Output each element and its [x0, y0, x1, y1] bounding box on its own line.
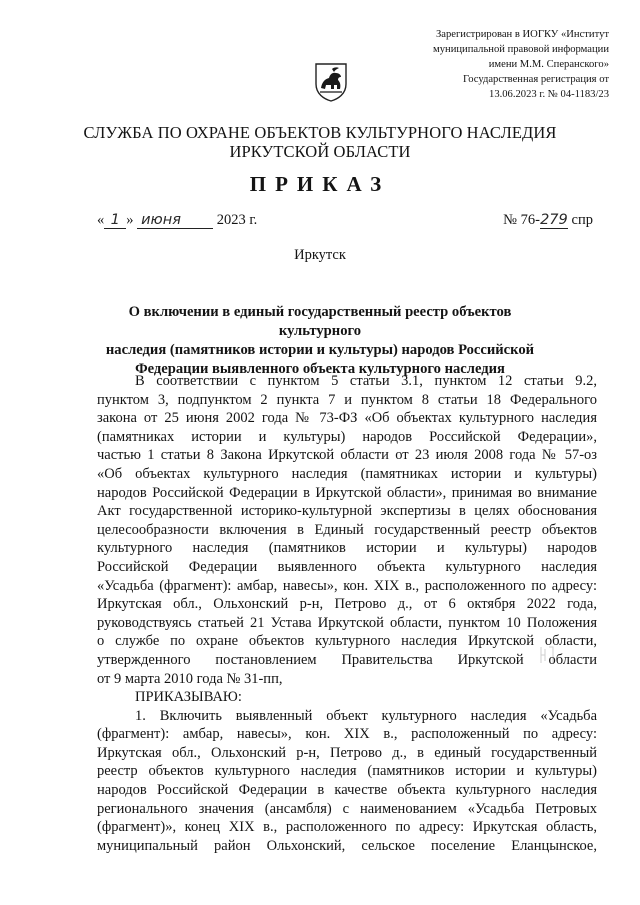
date-day: 1 [104, 212, 126, 229]
preamble-line: «Об объектах культурного наследия (памятниках истории и культуры) [97, 465, 597, 482]
preamble-line: культурного наследия (памятников истории и культуры) народов [97, 540, 597, 557]
registration-line: 13.06.2023 г. № 04-1183/23 [489, 89, 609, 100]
number-suffix: спр [571, 212, 593, 228]
registration-line: имени М.М. Сперанского» [488, 59, 609, 70]
document-title [97, 303, 543, 379]
title-line: наследия (памятников истории и культуры) народов Российской [105, 342, 535, 358]
document-date [97, 212, 257, 229]
registration-line: Государственная регистрация от [463, 74, 609, 85]
preamble-line: Российской Федерации выявленного объекта культурного наследия [97, 558, 597, 575]
date-year: 2023 г. [216, 212, 258, 228]
preamble-line: В соответствии с пунктом 5 статьи 3.1, пунктом 12 статьи 9.2, [135, 373, 597, 389]
number-prefix: № 76- [503, 212, 540, 228]
agency-region: ИРКУТСКОЙ ОБЛАСТИ [229, 142, 411, 161]
preamble-line: Иркутская обл., Ольхонский р-н, Петрово д., от 6 октября 2022 года, [97, 596, 597, 613]
preamble-line: народов Российской Федерации в Иркутской области», принимая во внимание [97, 484, 597, 501]
item-line: 1. Включить выявленный объект культурного наследия «Усадьба [135, 707, 597, 724]
preamble-line: «Усадьба (фрагмент): амбар, навесы», кон. XIX в., расположенного по адресу: [97, 577, 597, 594]
item-line: Иркутская обл., Ольхонский р-н, Петрово д., в единый государственный [97, 744, 597, 761]
preamble-line: от 9 марта 2010 года № 31-пп, [97, 670, 283, 687]
preamble-line: (памятниках истории и культуры) народов Российской Федерации», [97, 428, 597, 445]
date-close-quote: » [126, 212, 134, 228]
item-line: муниципальный район Ольхонский, сельское поселение Еланцынское, [97, 837, 597, 854]
agency-name: СЛУЖБА ПО ОХРАНЕ ОБЪЕКТОВ КУЛЬТУРНОГО НАСЛЕДИЯ [83, 123, 557, 142]
preamble-line: закона от 25 июня 2002 года № 73-ФЗ «Об объектах культурного наследия [97, 410, 597, 427]
preamble-line: Акт государственной историко-культурной экспертизы в целях обоснования [97, 503, 597, 520]
decree-word: ПРИКАЗЫВАЮ: [135, 689, 242, 706]
preamble-line: о службе по охране объектов культурного наследия Иркутской области, [97, 633, 597, 650]
date-open-quote: « [97, 212, 105, 228]
preamble-line: утвержденного постановлением Правительства Иркутской области [97, 651, 597, 668]
date-month: июня [137, 212, 213, 229]
registration-line: муниципальной правовой информации [433, 44, 609, 55]
document-number [503, 212, 593, 229]
preamble-line: пунктом 3, подпунктом 2 пункта 7 и пунктом 8 статьи 18 Федерального [97, 391, 597, 408]
preamble-line: целесообразности включения в Единый государственный реестр объектов [97, 521, 597, 538]
registration-line: Зарегистрирован в ИОГКУ «Институт [435, 29, 609, 40]
title-line: Федерации выявленного объекта культурного наследия [135, 361, 505, 377]
item-line: (фрагмент): амбар, навесы», кон. XIX в., расположенный по адресу: [97, 726, 597, 743]
preamble-line: частью 1 статьи 8 Закона Иркутской области от 23 июля 2008 года № 57-оз [97, 447, 597, 464]
document-body [97, 372, 597, 855]
coat-of-arms-icon [314, 62, 348, 102]
city: Иркутск [294, 247, 346, 263]
preamble-line: руководствуясь статьей 21 Устава Иркутской области, пунктом 10 Положения [97, 614, 597, 631]
item-line: (фрагмент)», конец XIX в., расположенного по адресу: Иркутская область, [97, 819, 597, 836]
faint-stamp-mark-icon [538, 645, 556, 665]
number-value: 279 [540, 212, 568, 228]
title-line: О включении в единый государственный реестр объектов культурного [128, 304, 512, 339]
document-type: ПРИКАЗ [249, 172, 391, 196]
item-line: народов Российской Федерации в качестве объекта культурного наследия [97, 782, 597, 799]
registration-stamp [379, 27, 609, 102]
item-line: регионального значения (ансамбля) с наименованием «Усадьба Петровых [97, 800, 597, 817]
item-line: реестр объектов культурного наследия (памятников истории и культуры) [97, 763, 597, 780]
